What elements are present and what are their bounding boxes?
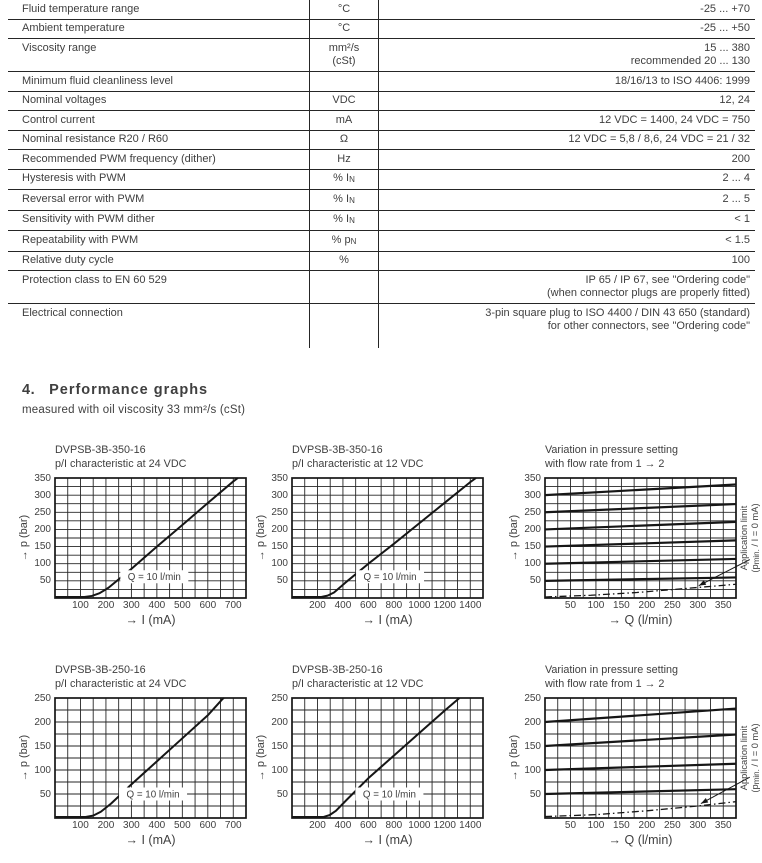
row-value: 12, 24 [719,94,750,106]
y-axis-label-text: → p (bar) [18,734,30,782]
x-axis-label: → Q (l/min) [608,833,673,847]
table-row [8,231,755,252]
table-row [8,19,755,39]
x-tick-label: 50 [564,600,577,611]
row-label: Nominal resistance R20 / R60 [22,133,169,145]
graph-title-block [55,443,186,471]
y-tick-label: 250 [271,692,288,704]
y-tick-labels [520,692,543,818]
row-unit: Hz [310,150,379,170]
row-label: Hysteresis with PWM [22,172,126,184]
y-axis-label-text: → p (bar) [508,514,520,562]
series-pressure-setting-100-bar [545,764,736,770]
row-label: Repeatability with PWM [22,233,139,246]
x-tick-label: 400 [334,820,352,831]
x-tick-label: 800 [385,600,403,611]
y-tick-label: 250 [34,692,51,704]
performance-graph [508,663,761,858]
flow-annotation: Q = 10 l/min [126,789,180,801]
application-limit-curve [545,802,736,817]
y-tick-label: 200 [271,523,288,535]
x-tick-label: 300 [689,820,707,831]
x-tick-label: 700 [224,600,242,611]
x-tick-label: 500 [173,600,191,611]
y-tick-label: 150 [524,541,541,553]
plot-area [55,478,246,598]
y-tick-label: 100 [524,764,541,776]
row-unit: Ω [310,130,379,150]
plot-area [292,478,483,598]
y-tick-label: 100 [524,558,541,570]
y-tick-label: 250 [524,506,541,518]
row-unit: % IN [310,210,379,231]
series-pressure-setting-50-bar [545,577,736,580]
row-value: -25 ... +50 [700,22,750,34]
x-tick-label: 100 [72,820,89,831]
row-value: 2 ... 5 [722,192,750,205]
y-axis-label-text: → p (bar) [255,514,267,562]
x-tick-label: 250 [663,600,681,611]
application-limit-label [739,478,762,598]
graph-title-block [545,663,678,691]
graph-title: Variation in pressure setting [545,664,679,676]
table-row [8,304,755,348]
flow-annotation: Q = 10 l/min [363,572,417,584]
section-subtitle: measured with oil viscosity 33 mm²/s (cSt) [22,404,246,416]
table-row [8,130,755,150]
x-tick-label: 1200 [433,600,456,611]
row-label: Ambient temperature [22,22,125,34]
y-tick-label: 50 [39,575,51,587]
table-row [8,72,755,92]
series-pressure-setting-300-bar [545,485,736,496]
section-number: 4. [22,382,36,398]
y-tick-label: 300 [271,489,288,501]
x-tick-label: 50 [564,820,577,831]
row-label: Fluid temperature range [22,2,140,15]
x-axis-label: → I (mA) [362,833,413,847]
y-tick-label: 50 [39,788,51,800]
x-tick-label: 250 [663,820,681,831]
y-tick-labels [267,692,290,818]
x-tick-label: 800 [385,820,403,831]
y-tick-label: 100 [271,764,288,776]
table-row [8,169,755,190]
leader-arrowhead [701,798,708,804]
spec-table [8,0,755,348]
table-row [8,0,755,19]
row-value: 2 ... 4 [722,172,750,184]
performance-graph [18,663,268,858]
row-unit: % IN [310,190,379,211]
y-tick-label: 100 [34,764,51,776]
x-axis-label: → I (mA) [125,613,176,627]
x-axis-label: → Q (l/min) [608,613,673,627]
x-tick-label: 200 [97,820,115,831]
x-tick-label: 300 [123,600,140,611]
row-label: Protection class to EN 60 529 [22,273,167,286]
y-tick-label: 250 [271,506,288,518]
series-pressure-setting-150-bar [545,540,736,546]
row-label: Minimum fluid cleanliness level [22,74,174,87]
performance-graph [508,443,761,638]
y-tick-label: 250 [34,506,51,518]
x-tick-label: 600 [360,600,377,611]
table-row [8,210,755,231]
row-label: Viscosity range [22,41,97,54]
application-limit-curve [545,584,736,597]
x-tick-label: 1000 [408,600,431,611]
row-unit: mA [310,111,379,131]
y-tick-label: 50 [276,575,288,587]
table-row [8,111,755,131]
graph-subtitle: p/I characteristic at 12 VDC [292,678,424,690]
x-tick-label: 100 [72,600,89,611]
x-tick-label: 600 [199,600,217,611]
row-label: Sensitivity with PWM dither [22,213,155,225]
x-tick-label: 400 [148,600,166,611]
x-tick-label: 1200 [433,820,456,831]
y-tick-label: 200 [34,523,51,535]
series-pressure-setting-100-bar [545,559,736,564]
y-tick-label: 50 [529,788,541,800]
series-pressure-setting-200-bar [545,522,736,530]
row-value: 15 ... 380 recommended 20 ... 130 [630,41,750,67]
y-tick-label: 250 [524,692,541,704]
row-label: Control current [22,113,95,126]
flow-annotation: Q = 10 l/min [362,789,416,801]
row-value: 3-pin square plug to ISO 4400 / DIN 43 650 (standard) for other connectors, see "Ordering code" [485,306,750,332]
x-tick-label: 200 [638,820,656,831]
series-pressure-setting-150-bar [545,734,736,746]
series-pressure-setting-200-bar [545,709,736,722]
y-tick-label: 200 [524,716,541,728]
x-tick-label: 600 [199,820,217,831]
x-tick-label: 150 [613,820,630,831]
table-row [8,251,755,271]
x-tick-label: 1000 [408,820,431,831]
row-value: IP 65 / IP 67, see "Ordering code" (when connector plugs are properly fitted) [547,273,750,299]
row-value: 18/16/13 to ISO 4406: 1999 [614,74,750,87]
application-limit-label-line1: Application limit [739,505,749,571]
row-unit: VDC [310,91,379,111]
row-unit: % IN [310,169,379,190]
row-unit [310,304,379,348]
row-unit: °C [310,19,379,39]
x-tick-label: 300 [123,820,140,831]
row-label: Nominal voltages [22,94,107,106]
row-unit: mm²/s (cSt) [310,39,379,72]
graph-subtitle: p/I characteristic at 24 VDC [55,678,187,690]
row-value: -25 ... +70 [700,2,750,15]
plot-area [292,698,483,818]
y-tick-labels [30,472,53,598]
row-value: 200 [731,152,750,165]
y-tick-labels [267,472,290,598]
table-row [8,271,755,304]
y-tick-label: 150 [34,541,51,553]
application-limit-label-text [739,478,762,598]
x-tick-label: 400 [334,600,352,611]
series-pressure-setting-50-bar [545,789,736,794]
row-label: Recommended PWM frequency (dither) [22,152,216,165]
graph-title-block [55,663,186,691]
x-tick-label: 350 [714,600,732,611]
y-tick-labels [30,692,53,818]
performance-graph [18,443,268,638]
row-unit: % [310,251,379,271]
application-limit-label-line2: (pmin. / I = 0 mA) [749,723,761,793]
row-value: < 1.5 [725,233,750,246]
graph-title-block [545,443,678,471]
y-tick-label: 200 [271,716,288,728]
x-tick-label: 200 [638,600,656,611]
graph-title-block [292,443,423,471]
spec-table-body [8,0,755,348]
table-row [8,190,755,211]
row-unit [310,271,379,304]
row-unit [310,72,379,92]
x-tick-label: 700 [224,820,242,831]
x-tick-label: 1400 [459,820,482,831]
y-tick-label: 300 [524,489,541,501]
application-limit-label-text [739,698,762,818]
plot-area [55,698,246,818]
y-tick-label: 150 [271,740,288,752]
y-tick-label: 200 [34,716,51,728]
flow-annotation: Q = 10 l/min [127,572,181,584]
application-limit-label [739,698,762,818]
row-label: Reversal error with PWM [22,192,145,205]
graph-title: DVPSB-3B-350-16 [55,444,146,456]
section-heading-line [22,381,245,399]
graph-subtitle: with flow rate from 1 → 2 [545,678,665,690]
application-limit-label-line1: Application limit [739,725,749,791]
plot-area [545,478,736,598]
graph-title: DVPSB-3B-250-16 [292,664,383,676]
series-pressure-setting-250-bar [545,504,736,512]
y-tick-label: 100 [34,558,51,570]
row-value: 12 VDC = 5,8 / 8,6, 24 VDC = 21 / 32 [568,133,750,145]
row-label: Electrical connection [22,306,123,319]
y-tick-label: 300 [34,489,51,501]
plot-area [545,698,736,818]
graph-subtitle: with flow rate from 1 → 2 [545,458,665,470]
performance-graph [255,443,505,638]
row-value: 12 VDC = 1400, 24 VDC = 750 [598,113,750,126]
table-row [8,39,755,72]
y-tick-label: 150 [271,541,288,553]
x-tick-label: 200 [309,600,326,611]
x-tick-label: 100 [587,600,605,611]
y-axis-label-text: → p (bar) [18,514,30,562]
performance-graph [255,663,505,858]
graph-title: Variation in pressure setting [545,444,679,456]
x-axis-label: → I (mA) [125,833,176,847]
x-tick-label: 400 [148,820,166,831]
row-label: Relative duty cycle [22,254,114,266]
row-unit: °C [310,0,379,19]
y-tick-label: 100 [271,558,288,570]
x-axis-label: → I (mA) [362,613,413,627]
table-row [8,150,755,170]
graph-title: DVPSB-3B-350-16 [292,444,383,456]
y-tick-label: 350 [271,472,288,484]
y-axis-label-text: → p (bar) [508,734,520,782]
graph-title: DVPSB-3B-250-16 [55,664,146,676]
row-value: 100 [731,254,750,266]
y-tick-label: 150 [524,740,541,752]
x-tick-label: 600 [360,820,377,831]
x-tick-label: 100 [587,820,605,831]
y-tick-label: 50 [529,575,541,587]
row-unit: % pN [310,231,379,252]
x-tick-label: 150 [613,600,630,611]
table-row [8,91,755,111]
y-axis-label-text: → p (bar) [255,734,267,782]
graph-subtitle: p/I characteristic at 12 VDC [292,458,424,470]
x-tick-label: 200 [309,820,326,831]
y-tick-label: 350 [34,472,51,484]
y-tick-label: 150 [34,740,51,752]
x-tick-label: 200 [97,600,115,611]
y-tick-labels [520,472,543,598]
y-tick-label: 200 [524,523,541,535]
x-tick-label: 500 [173,820,191,831]
graph-subtitle: p/I characteristic at 24 VDC [55,458,187,470]
y-tick-label: 350 [524,472,541,484]
x-tick-label: 300 [689,600,707,611]
x-tick-label: 350 [714,820,732,831]
section-heading [22,381,245,416]
x-tick-label: 1400 [459,600,482,611]
graph-title-block [292,663,423,691]
application-limit-label-line2: (pmin. / I = 0 mA) [749,503,761,573]
y-tick-label: 50 [276,788,288,800]
row-value: < 1 [734,213,750,225]
section-title: Performance graphs [49,382,209,398]
